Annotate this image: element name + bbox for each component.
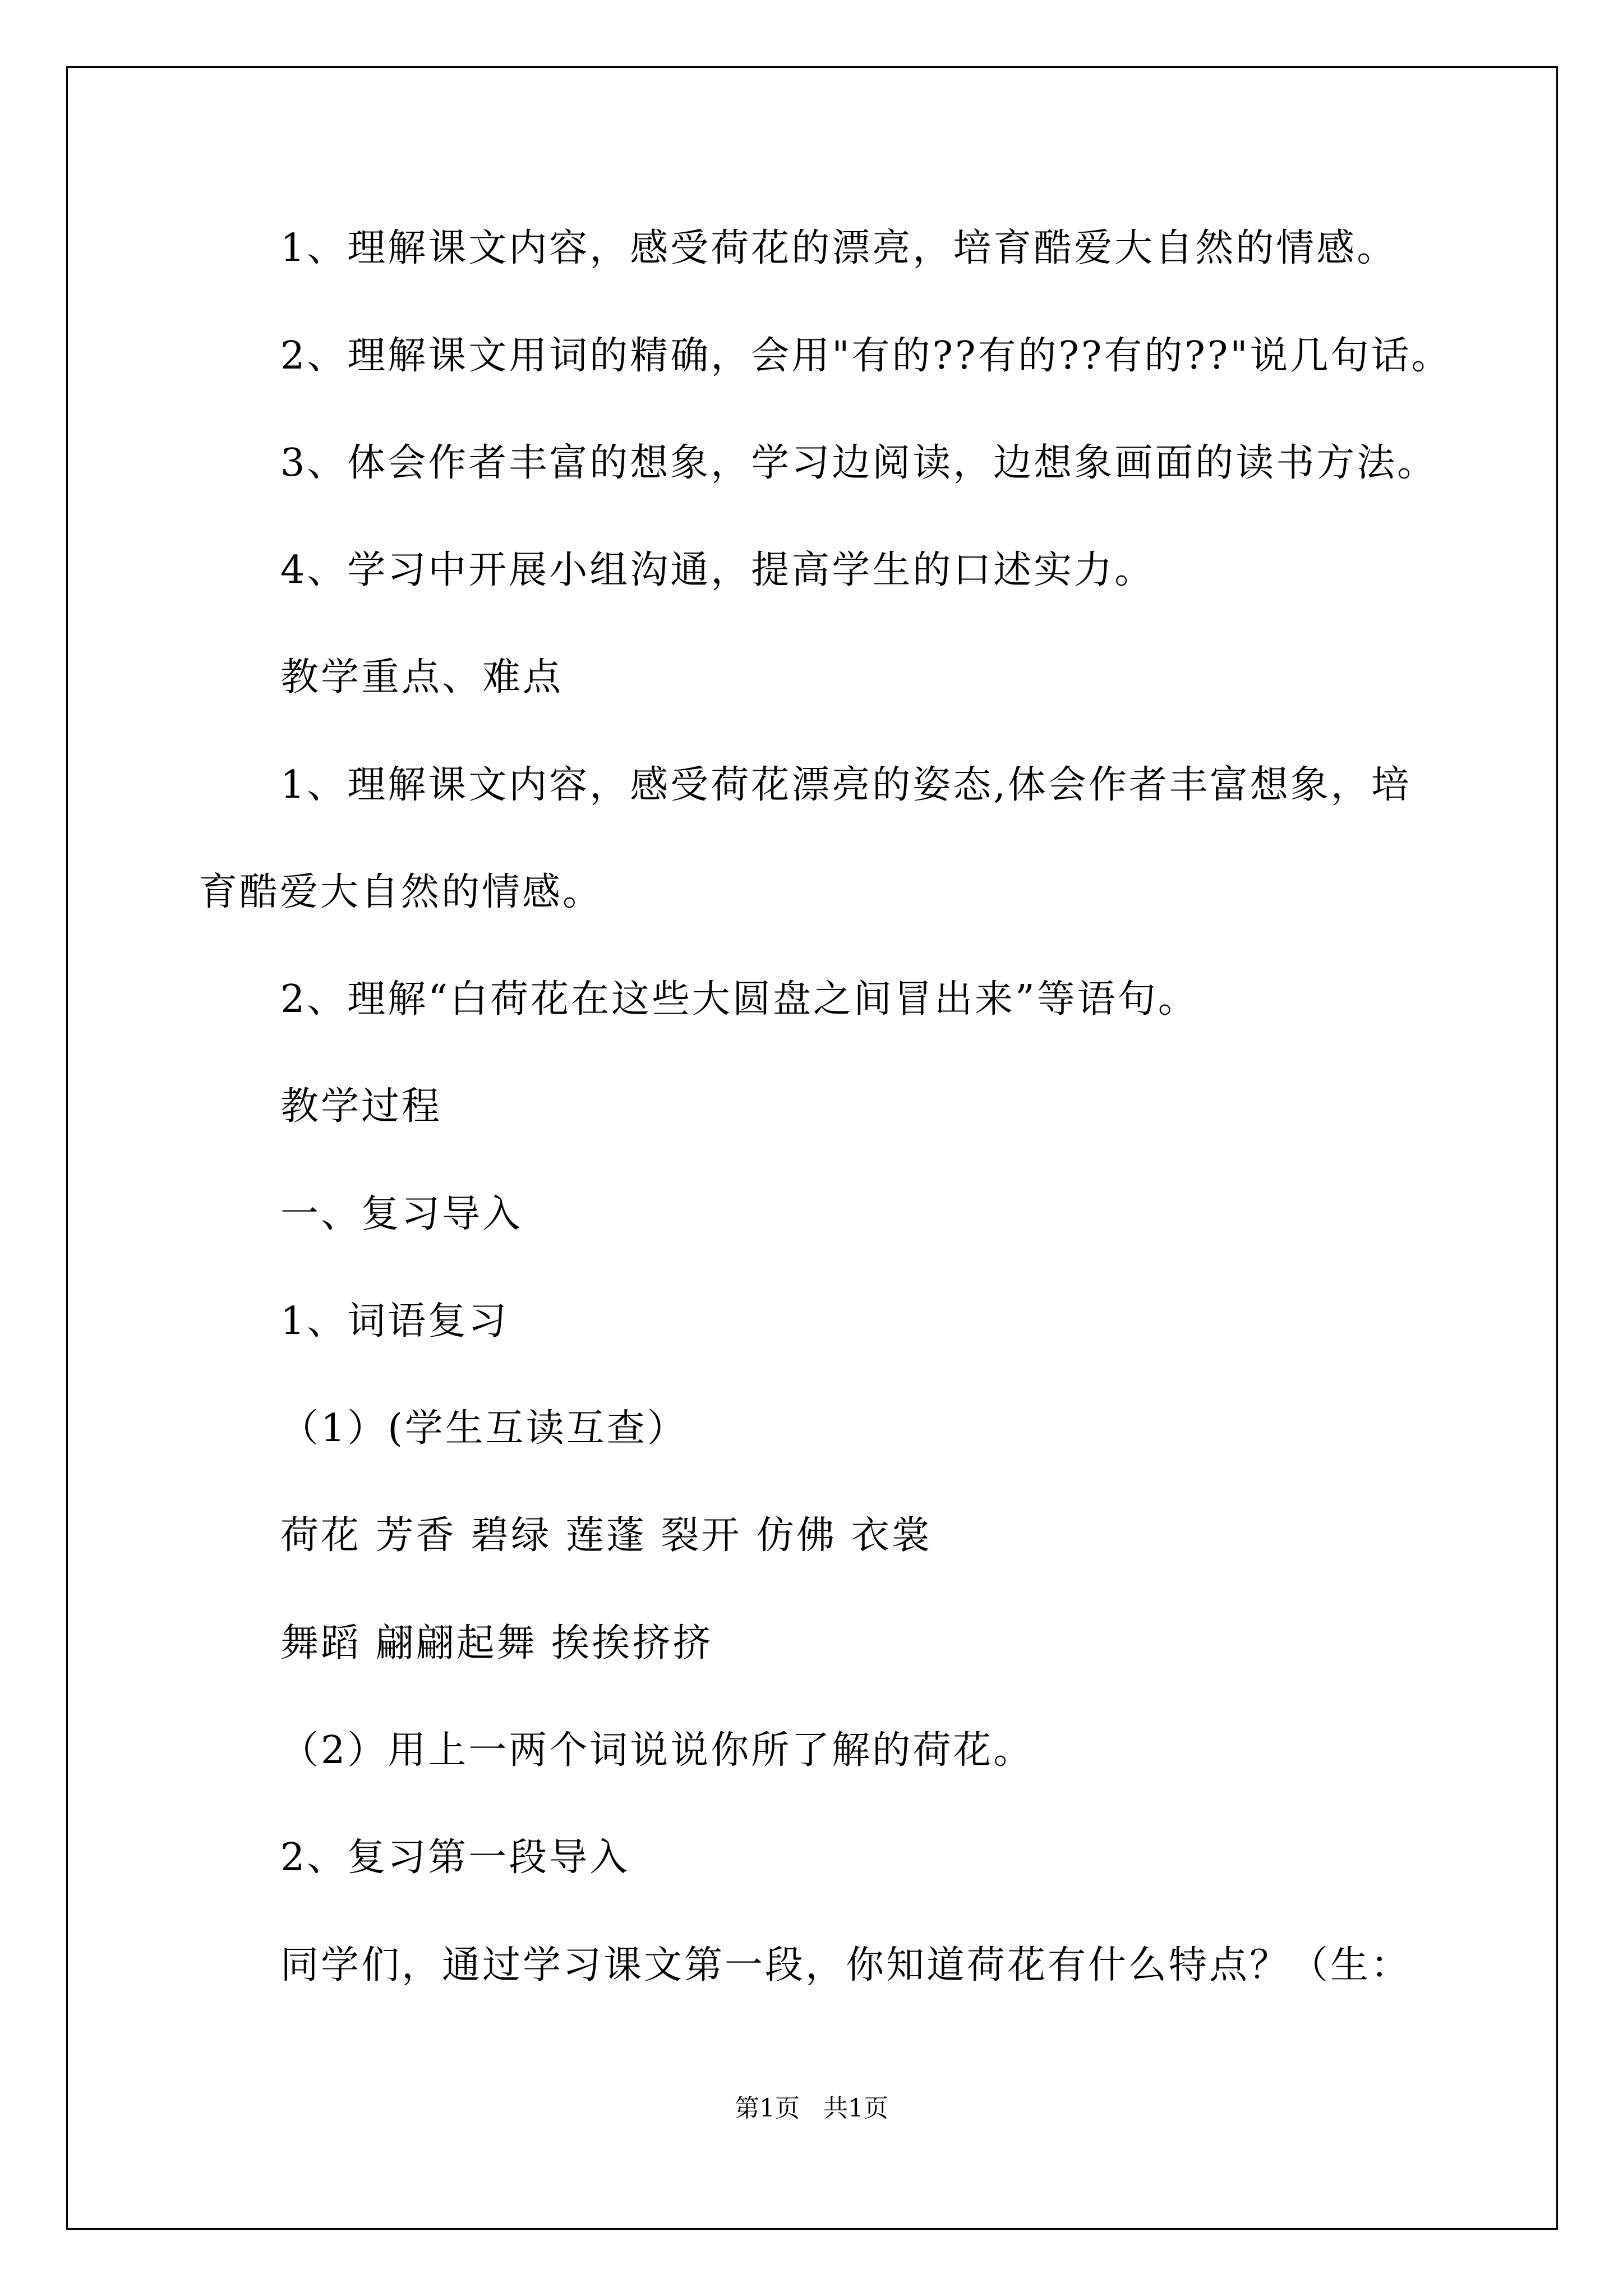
page-footer: 第1页 共1页	[735, 2094, 888, 2123]
objective-2: 2、理解课文用词的精确，会用"有的??有的??有的??"说几句话。	[280, 334, 1452, 378]
sub-item-1: （1）(学生互读互查）	[280, 1406, 688, 1451]
sub-step-review-paragraph: 2、复习第一段导入	[280, 1835, 630, 1880]
page-border	[66, 66, 1558, 2230]
teacher-question: 同学们，通过学习课文第一段，你知道荷花有什么特点？（生：	[280, 1943, 1412, 1987]
key-point-1-line-2: 育酷爱大自然的情感。	[199, 870, 603, 914]
key-point-2: 2、理解“白荷花在这些大圆盘之间冒出来”等语句。	[280, 977, 1198, 1022]
objective-1: 1、理解课文内容，感受荷花的漂亮，培育酷爱大自然的情感。	[280, 226, 1398, 270]
vocabulary-list-1: 荷花 芳香 碧绿 莲蓬 裂开 仿佛 衣裳	[280, 1513, 932, 1558]
section-heading-key-points: 教学重点、难点	[280, 655, 564, 700]
sub-step-vocabulary: 1、词语复习	[280, 1299, 509, 1343]
step-heading-review: 一、复习导入	[280, 1192, 523, 1236]
vocabulary-list-2: 舞蹈 翩翩起舞 挨挨挤挤	[280, 1621, 713, 1665]
objective-4: 4、学习中开展小组沟通，提高学生的口述实力。	[280, 548, 1155, 592]
section-heading-process: 教学过程	[280, 1084, 442, 1129]
key-point-1-line-1: 1、理解课文内容，感受荷花漂亮的姿态,体会作者丰富想象，培	[280, 763, 1412, 807]
sub-item-2: （2）用上一两个词说说你所了解的荷花。	[280, 1728, 1034, 1773]
objective-3: 3、体会作者丰富的想象，学习边阅读，边想象画面的读书方法。	[280, 441, 1438, 485]
